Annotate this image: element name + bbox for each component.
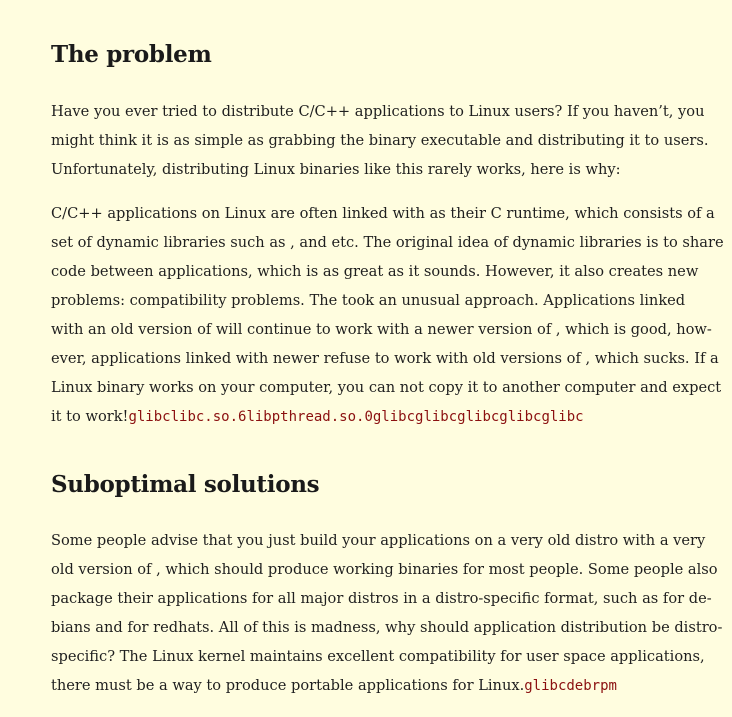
paragraph (51, 97, 708, 184)
text-line (51, 642, 722, 671)
text-line (51, 526, 722, 555)
text-line (51, 555, 722, 584)
text: ever, applications linked with newer refuse to work with old versions of , which sucks. If a (51, 350, 719, 367)
text: old version of , which should produce working binaries for most people. Some people also (51, 561, 718, 578)
text: with an old version of will continue to work with a newer version of , which is good, how- (51, 321, 712, 338)
heading-the-problem: The problem (51, 41, 212, 68)
text-line (51, 344, 724, 373)
inline-code: glibclibc.so.6libpthread.so.0glibcglibcglibcglibcglibc (128, 409, 584, 425)
text: Linux binary works on your computer, you can not copy it to another computer and expect (51, 379, 722, 396)
text: there must be a way to produce portable applications for Linux. (51, 677, 525, 694)
text-line (51, 97, 708, 126)
text: it to work! (51, 408, 129, 425)
text-line (51, 199, 724, 228)
text: might think it is as simple as grabbing the binary executable and distributing it to users. (51, 132, 709, 149)
text-line (51, 315, 724, 344)
text: Some people advise that you just build your applications on a very old distro with a very (51, 532, 706, 549)
text-line (51, 126, 708, 155)
text: C/C++ applications on Linux are often linked with as their C runtime, which consists of a (51, 205, 715, 222)
text: code between applications, which is as great as it sounds. However, it also creates new (51, 263, 699, 280)
text-line (51, 228, 724, 257)
text: bians and for redhats. All of this is madness, why should application distribution be distro- (51, 619, 723, 636)
text-line (51, 402, 724, 432)
text-line (51, 286, 724, 315)
inline-code: glibcdebrpm (524, 678, 617, 694)
text-line (51, 257, 724, 286)
text-line (51, 584, 722, 613)
text-line (51, 155, 708, 184)
text-line (51, 613, 722, 642)
text: Have you ever tried to distribute C/C++ applications to Linux users? If you haven’t, you (51, 103, 705, 120)
text-line (51, 671, 722, 701)
text: specific? The Linux kernel maintains excellent compatibility for user space applications, (51, 648, 705, 665)
text: package their applications for all major distros in a distro-specific format, such as for de- (51, 590, 712, 607)
heading-suboptimal-solutions: Suboptimal solutions (51, 471, 320, 498)
text: problems: compatibility problems. The took an unusual approach. Applications linked (51, 292, 686, 309)
text: set of dynamic libraries such as , and etc. The original idea of dynamic libraries is to share (51, 234, 724, 251)
paragraph (51, 199, 724, 432)
text: Unfortunately, distributing Linux binaries like this rarely works, here is why: (51, 161, 621, 178)
text-line (51, 373, 724, 402)
paragraph (51, 526, 722, 701)
